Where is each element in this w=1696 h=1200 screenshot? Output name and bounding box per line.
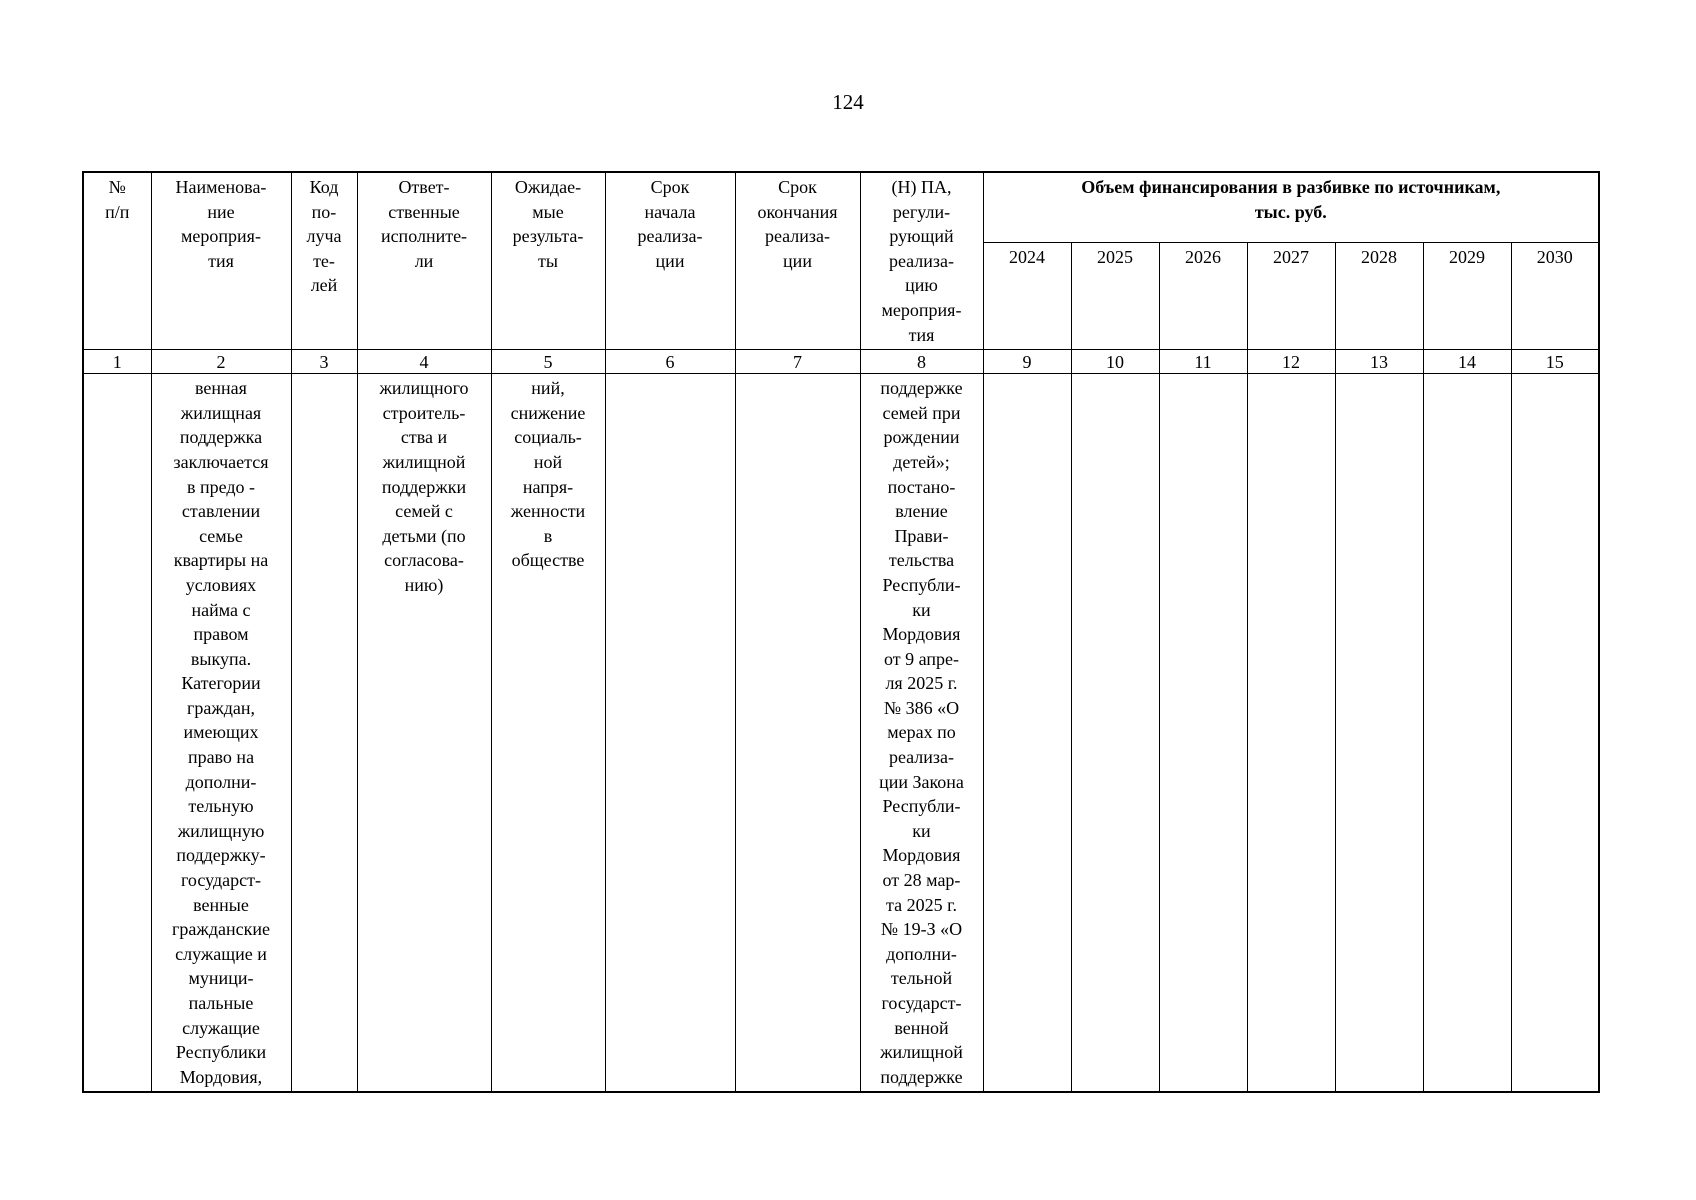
cell-start-date	[605, 374, 735, 1093]
header-responsible: Ответ- ственные исполните- ли	[357, 172, 491, 350]
program-table	[82, 171, 1600, 1093]
cell-financing-2029	[1423, 374, 1511, 1093]
header-recipient-code: Код по- луча те- лей	[291, 172, 357, 350]
column-numbers-row	[83, 350, 1599, 374]
header-year: 2026	[1159, 242, 1247, 349]
column-number: 8	[860, 350, 983, 374]
header-year: 2025	[1071, 242, 1159, 349]
column-number: 5	[491, 350, 605, 374]
header-start-date: Срок начала реализа- ции	[605, 172, 735, 350]
cell-responsible: жилищного строитель- ства и жилищной поддержки семей с детьми (по согласова- нию)	[357, 374, 491, 1093]
column-number: 15	[1511, 350, 1599, 374]
cell-financing-2028	[1335, 374, 1423, 1093]
column-number: 4	[357, 350, 491, 374]
header-year: 2024	[983, 242, 1071, 349]
header-activity-name: Наименова- ние мероприя- тия	[151, 172, 291, 350]
column-number: 12	[1247, 350, 1335, 374]
cell-legal-act: поддержке семей при рождении детей»; постано- вление Прави- тельства Республи- ки Мордовия от 9 апре- ля 2025 г. № 386 «О мерах по реализа- ции Закона Республи- ки Мордовия от 28 мар- та 2025 г. № 19-З «О дополни- тельной государст- венной жилищной поддержке	[860, 374, 983, 1093]
cell-number	[83, 374, 151, 1093]
column-number: 3	[291, 350, 357, 374]
cell-financing-2027	[1247, 374, 1335, 1093]
header-year: 2030	[1511, 242, 1599, 349]
header-expected-results: Ожидае- мые результа- ты	[491, 172, 605, 350]
column-number: 6	[605, 350, 735, 374]
column-number: 13	[1335, 350, 1423, 374]
column-number: 1	[83, 350, 151, 374]
cell-financing-2025	[1071, 374, 1159, 1093]
header-year: 2027	[1247, 242, 1335, 349]
cell-financing-2026	[1159, 374, 1247, 1093]
header-year: 2028	[1335, 242, 1423, 349]
cell-activity-name: венная жилищная поддержка заключается в предо - ставлении семье квартиры на условиях найма с правом выкупа. Категории граждан, имеющих право на дополни- тельную жилищную поддержку- государст- венные гражданские служащие и муници- пальные служащие Республики Мордовия,	[151, 374, 291, 1093]
header-year: 2029	[1423, 242, 1511, 349]
cell-recipient-code	[291, 374, 357, 1093]
column-number: 14	[1423, 350, 1511, 374]
column-number: 10	[1071, 350, 1159, 374]
column-number: 2	[151, 350, 291, 374]
column-number: 9	[983, 350, 1071, 374]
column-number: 11	[1159, 350, 1247, 374]
page-number: 124	[832, 90, 864, 114]
cell-financing-2024	[983, 374, 1071, 1093]
header-number: № п/п	[83, 172, 151, 350]
header-financing: Объем финансирования в разбивке по источникам, тыс. руб.	[983, 172, 1599, 242]
cell-end-date	[735, 374, 860, 1093]
header-end-date: Срок окончания реализа- ции	[735, 172, 860, 350]
cell-expected-results: ний, снижение социаль- ной напря- женности в обществе	[491, 374, 605, 1093]
header-row	[83, 172, 1599, 242]
column-number: 7	[735, 350, 860, 374]
table-row	[83, 374, 1599, 1093]
header-legal-act: (Н) ПА, регули- рующий реализа- цию мероприя- тия	[860, 172, 983, 350]
cell-financing-2030	[1511, 374, 1599, 1093]
